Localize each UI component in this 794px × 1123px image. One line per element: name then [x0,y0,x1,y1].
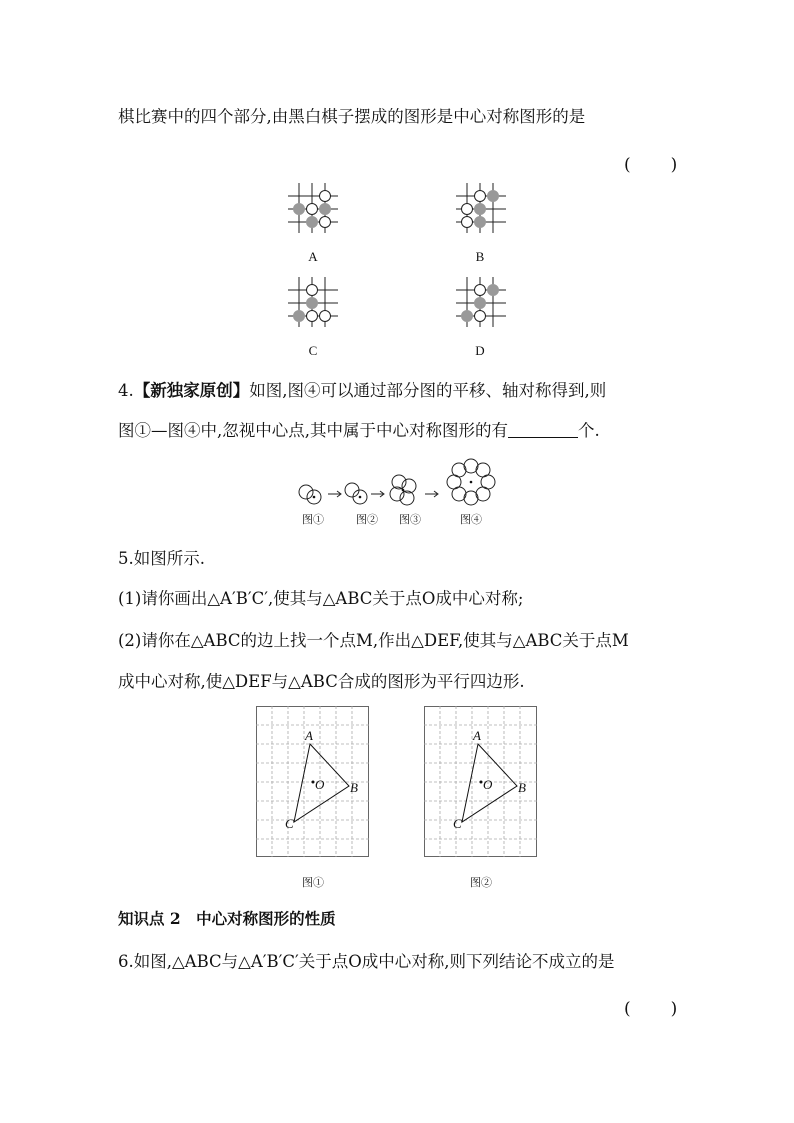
q4-number: 4. [118,381,134,400]
q4-text-line1 [118,380,606,402]
q5-part2: (2)请你在△ABC的边上找一个点M,作出△DEF,使其与△ABC关于点M [118,631,629,650]
q6-text: 6.如图,△ABC与△A′B′C′关于点O成中心对称,则下列结论不成立的是 [118,952,615,971]
q5-fig2-caption: 图② [470,877,492,889]
q4-tag: 【新独家原创】 [133,381,250,400]
option-b-label: B [475,249,485,264]
fig1-label-c: C [285,816,294,831]
go-figure-a [288,183,348,243]
q5-intro: 5.如图所示. [118,549,205,568]
option-c-label: C [308,343,318,358]
fig2-label-b: B [518,780,526,795]
q3-text: 棋比赛中的四个部分,由黑白棋子摆成的图形是中心对称图形的是 [118,107,586,126]
q3-answer-paren: ( ) [624,155,680,175]
q4-fig3-label: 图③ [399,514,421,526]
q5-part1: (1)请你画出△A′B′C′,使其与△ABC关于点O成中心对称; [118,589,524,608]
fig2-label-c: C [453,816,462,831]
q4-fig1-label: 图① [302,514,324,526]
q4-line2-b: 个. [578,421,600,440]
go-figure-b [456,183,516,243]
option-a-label: A [308,249,318,264]
q4-text-line2 [118,420,600,442]
q6-answer-paren: ( ) [624,999,680,1019]
q4-line2-a: 图①—图④中,忽视中心点,其中属于中心对称图形的有 [118,421,508,440]
fig1-label-b: B [350,780,358,795]
fig2-label-o: O [483,777,493,792]
fig2-label-a: A [473,728,481,743]
option-d-label: D [475,343,485,358]
q4-figure-sequence [296,456,516,516]
go-figure-c [288,277,348,337]
q4-answer-blank[interactable] [508,421,578,438]
q4-fig2-label: 图② [356,514,378,526]
fig1-label-a: A [305,728,313,743]
q4-fig4-label: 图④ [460,514,482,526]
section-title: 知识点 2 中心对称图形的性质 [118,909,336,928]
q5-part3: 成中心对称,使△DEF与△ABC合成的图形为平行四边形. [118,672,525,691]
q5-fig1-caption: 图① [302,877,324,889]
fig1-label-o: O [315,777,325,792]
q4-line1-rest: 如图,图④可以通过部分图的平移、轴对称得到,则 [249,381,607,400]
go-figure-d [456,277,516,337]
